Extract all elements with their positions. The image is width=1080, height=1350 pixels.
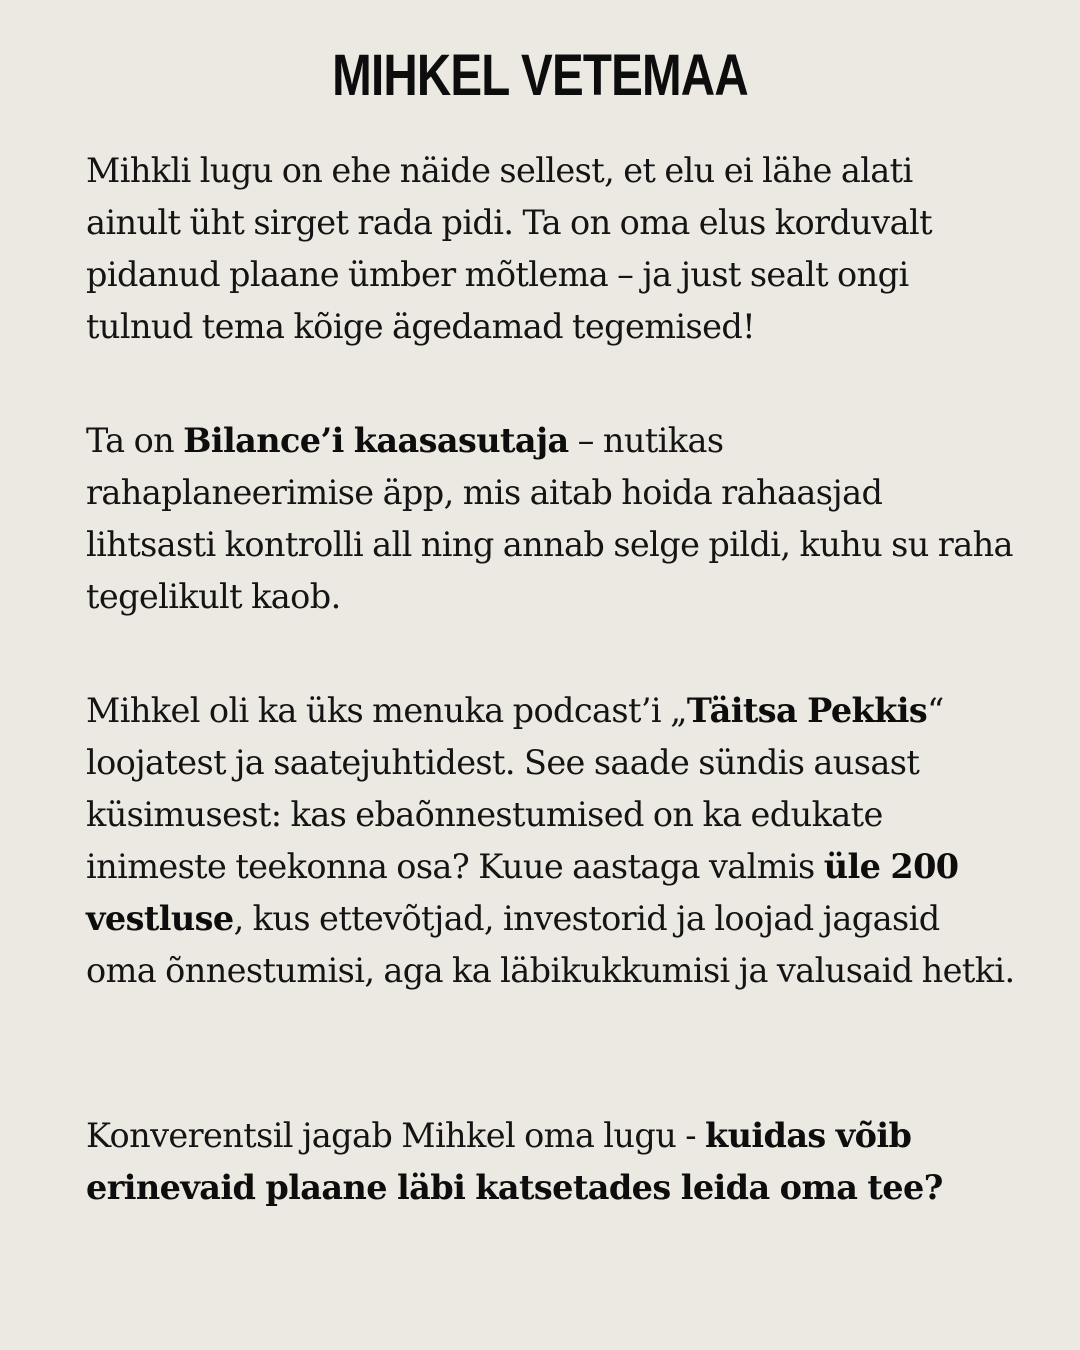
bio-paragraph-conference: [86, 1110, 1016, 1214]
bio-paragraph-podcast: [86, 685, 1016, 997]
podcast-name-highlight: Täitsa Pekkis: [686, 691, 928, 730]
bilance-text-pre: Ta on: [86, 421, 184, 460]
talk-question-highlight: kuidas võib erinevaid plaane läbi katsetades leida oma tee?: [86, 1116, 943, 1207]
speaker-name-title: MIHKEL VETEMAA: [332, 43, 748, 108]
bilance-cofounder-highlight: Bilance’i kaasasutaja: [183, 421, 569, 460]
podcast-text-pre: Mihkel oli ka üks menuka podcast’i „: [86, 691, 687, 730]
podcast-text-post: , kus ettevõtjad, investorid ja loojad jagasid oma õnnestumisi, aga ka läbikukkumisi ja valusaid hetki.: [86, 899, 1015, 990]
bio-paragraph-bilance: [86, 415, 1016, 623]
conversation-count-highlight: üle 200 vestluse: [86, 847, 959, 938]
intro-text: Mihkli lugu on ehe näide sellest, et elu ei lähe alati ainult üht sirget rada pidi. Ta on oma elus korduvalt pidanud plaane ümber mõtlema – ja just sealt ongi tulnud tema kõige ägedamad tegemised!: [86, 151, 932, 346]
bio-paragraph-intro: [86, 145, 1016, 353]
bilance-text-post: – nutikas rahaplaneerimise äpp, mis aitab hoida rahaasjad lihtsasti kontrolli all ning annab selge pildi, kuhu su raha tegelikult kaob.: [86, 421, 1013, 616]
podcast-text-mid: “ loojatest ja saatejuhtidest. See saade sündis ausast küsimusest: kas ebaõnnestumised on ka edukate inimeste teekonna osa? Kuue aastaga valmis: [86, 691, 944, 886]
conference-text-pre: Konverentsil jagab Mihkel oma lugu -: [86, 1116, 705, 1155]
